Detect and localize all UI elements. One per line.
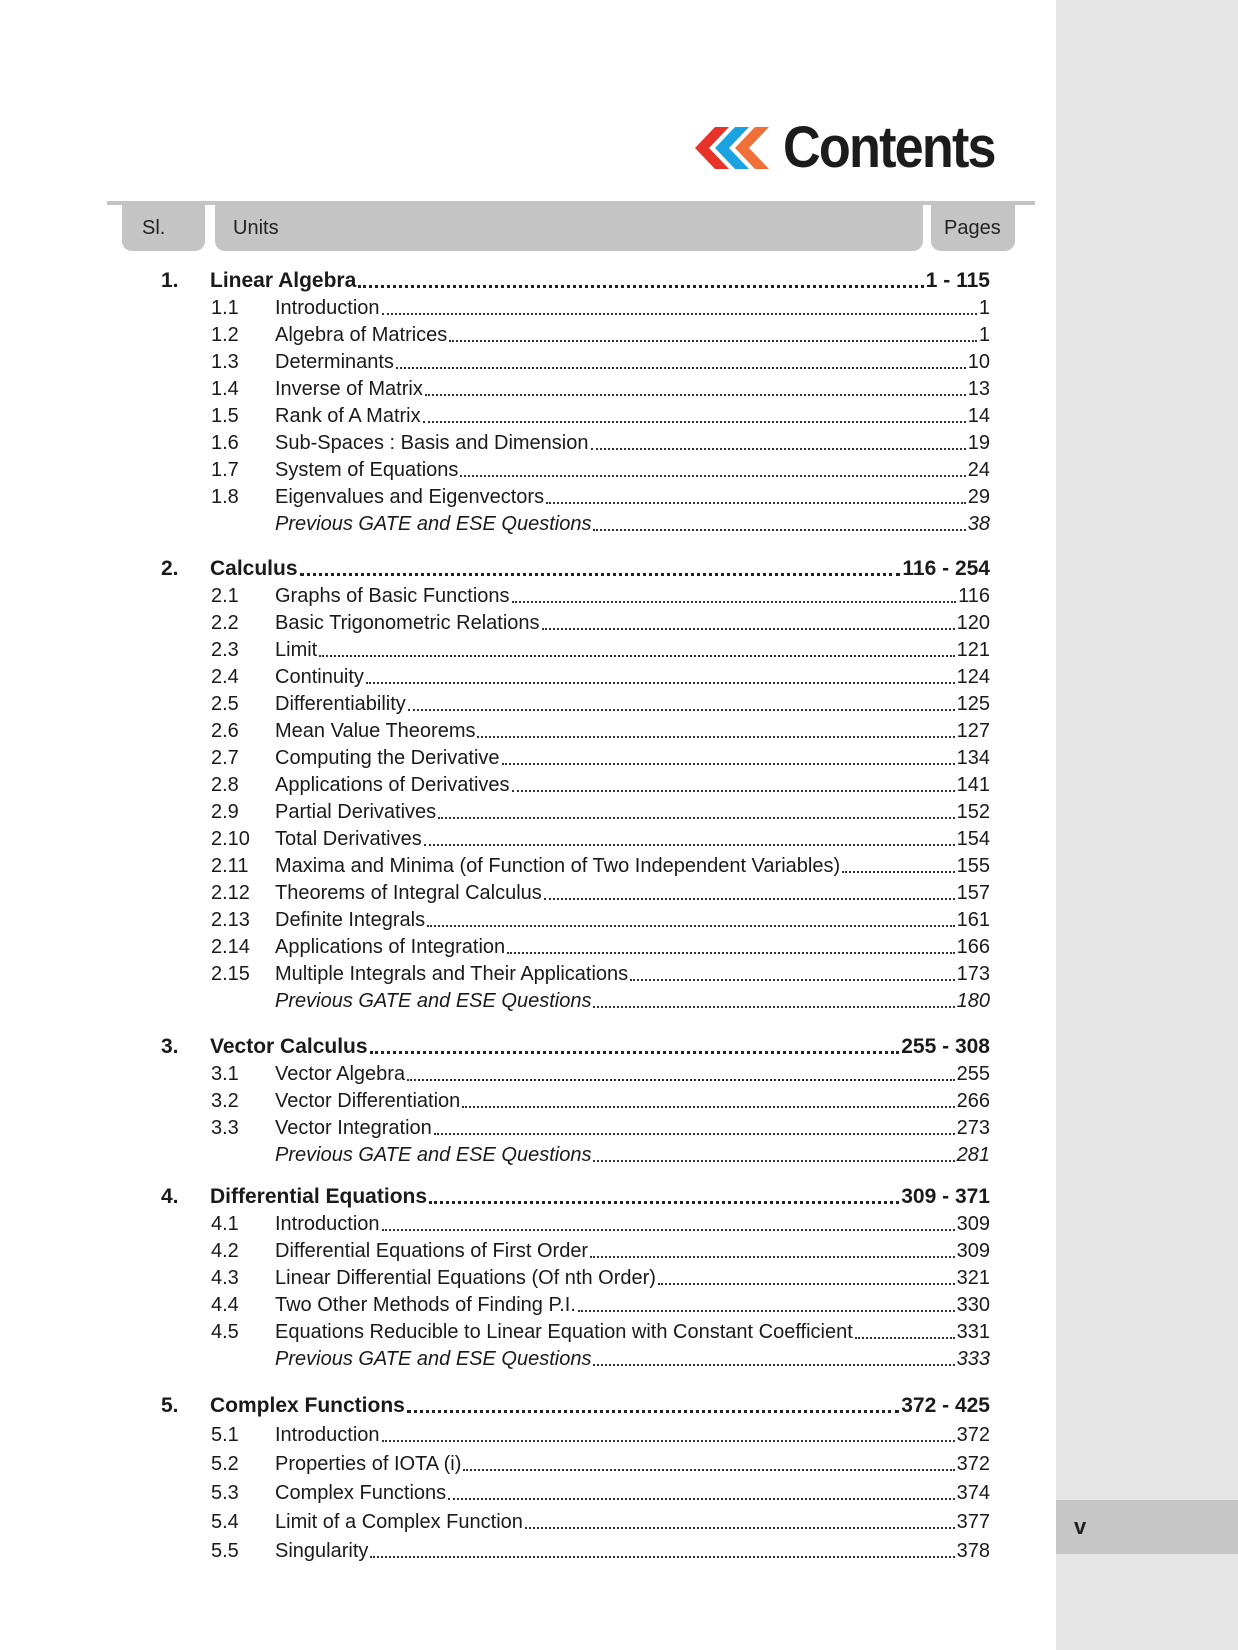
page-number: 155 — [956, 855, 990, 877]
page-number: 141 — [956, 774, 990, 796]
section-row — [0, 745, 1238, 772]
page-number: 24 — [967, 459, 990, 481]
page-number: 1 — [978, 324, 990, 346]
previous-questions-row — [0, 1142, 1238, 1169]
page-number: 121 — [956, 639, 990, 661]
entry-line — [275, 1319, 990, 1346]
section-title: Introduction — [275, 1213, 380, 1235]
section-title: Vector Integration — [275, 1117, 432, 1139]
entry-line — [210, 1033, 990, 1060]
section-title: Introduction — [275, 1424, 380, 1446]
section-row — [0, 853, 1238, 880]
entry-line — [275, 1509, 990, 1536]
page-number: 1 - 115 — [925, 269, 990, 292]
section-row — [0, 718, 1238, 745]
dot-leader — [855, 1337, 955, 1339]
chapter-title: Calculus — [210, 557, 298, 580]
triple-chevron-icon — [685, 125, 771, 171]
section-row — [0, 1292, 1238, 1319]
section-title: Vector Algebra — [275, 1063, 406, 1085]
entry-line — [210, 267, 990, 294]
entry-line — [275, 745, 990, 772]
section-row — [0, 880, 1238, 907]
entry-line — [275, 907, 990, 934]
dot-leader — [407, 1410, 899, 1413]
contents-header — [685, 115, 1018, 180]
section-number: 5.3 — [211, 1482, 239, 1504]
entry-line — [275, 1115, 990, 1142]
dot-leader — [370, 1556, 954, 1558]
dot-leader — [358, 285, 924, 288]
section-title: Differential Equations of First Order — [275, 1240, 589, 1262]
section-row — [0, 376, 1238, 403]
section-title: Applications of Integration — [275, 936, 506, 958]
section-row — [0, 1319, 1238, 1346]
dot-leader — [382, 313, 977, 315]
entry-line — [275, 718, 990, 745]
section-row — [0, 322, 1238, 349]
section-row — [0, 1088, 1238, 1115]
section-row — [0, 907, 1238, 934]
section-row — [0, 430, 1238, 457]
section-number: 5.5 — [211, 1540, 239, 1562]
dot-leader — [502, 763, 955, 765]
section-title: Applications of Derivatives — [275, 774, 510, 796]
section-number: 2.4 — [211, 666, 239, 688]
previous-questions-row — [0, 511, 1238, 538]
dot-leader — [658, 1283, 955, 1285]
section-title: Mean Value Theorems — [275, 720, 476, 742]
chapter-title: Differential Equations — [210, 1185, 428, 1208]
page-number: 127 — [956, 720, 990, 742]
entry-line — [210, 1392, 990, 1419]
chapter-row — [0, 1392, 1238, 1419]
dot-leader — [407, 1079, 955, 1081]
section-row — [0, 1509, 1238, 1536]
section-row — [0, 799, 1238, 826]
section-number: 5.1 — [211, 1424, 239, 1446]
entry-line — [275, 1538, 990, 1565]
dot-leader — [448, 1498, 954, 1500]
page-number: 19 — [967, 432, 990, 454]
page-title: Contents — [782, 115, 995, 180]
entry-line — [275, 403, 990, 430]
chapter-title: Linear Algebra — [210, 269, 357, 292]
section-row — [0, 1238, 1238, 1265]
section-row — [0, 1211, 1238, 1238]
chapter-row — [0, 555, 1238, 582]
entry-line — [275, 691, 990, 718]
section-number: 2.11 — [211, 855, 249, 877]
section-number: 1.8 — [211, 486, 239, 508]
page-number: 309 — [956, 1213, 990, 1235]
dot-leader — [396, 367, 966, 369]
section-row — [0, 484, 1238, 511]
section-number: 2.10 — [211, 828, 250, 850]
page-number: 116 - 254 — [902, 557, 990, 580]
dot-leader — [370, 1051, 900, 1054]
section-number: 3.1 — [211, 1063, 239, 1085]
dot-leader — [507, 952, 954, 954]
entry-line — [275, 961, 990, 988]
section-number: 1.3 — [211, 351, 239, 373]
dot-leader — [525, 1527, 955, 1529]
section-title: Theorems of Integral Calculus — [275, 882, 542, 904]
section-title: Determinants — [275, 351, 394, 373]
page-number: 255 - 308 — [901, 1035, 990, 1058]
previous-questions-row — [0, 988, 1238, 1015]
dot-leader — [423, 421, 966, 423]
entry-line — [210, 555, 990, 582]
section-title: Algebra of Matrices — [275, 324, 448, 346]
page-number: 255 — [956, 1063, 990, 1085]
page-number: 321 — [956, 1267, 990, 1289]
section-row — [0, 583, 1238, 610]
page-number: 173 — [956, 963, 990, 985]
section-number: 4.5 — [211, 1321, 239, 1343]
entry-line — [275, 457, 990, 484]
section-title: Total Derivatives — [275, 828, 422, 850]
section-row — [0, 403, 1238, 430]
section-title: Linear Differential Equations (Of nth Order) — [275, 1267, 656, 1289]
section-number: 2.12 — [211, 882, 250, 904]
chapter-number: 1. — [161, 269, 179, 292]
dot-leader — [578, 1310, 955, 1312]
section-title: Inverse of Matrix — [275, 378, 423, 400]
section-number: 2.3 — [211, 639, 239, 661]
entry-line — [275, 583, 990, 610]
entry-line — [275, 484, 990, 511]
page-number: 124 — [956, 666, 990, 688]
section-title: Definite Integrals — [275, 909, 426, 931]
section-number: 5.4 — [211, 1511, 239, 1533]
entry-line — [275, 1346, 990, 1373]
section-number: 2.14 — [211, 936, 250, 958]
dot-leader — [477, 736, 954, 738]
chapter-number: 3. — [161, 1035, 179, 1058]
section-number: 4.4 — [211, 1294, 239, 1316]
section-row — [0, 772, 1238, 799]
section-row — [0, 1422, 1238, 1449]
section-row — [0, 826, 1238, 853]
dot-leader — [593, 529, 965, 531]
chapter-number: 2. — [161, 557, 179, 580]
section-title: Basic Trigonometric Relations — [275, 612, 540, 634]
chapter-title: Vector Calculus — [210, 1035, 368, 1058]
dot-leader — [842, 871, 955, 873]
previous-questions-row — [0, 1346, 1238, 1373]
entry-line — [275, 934, 990, 961]
dot-leader — [512, 790, 955, 792]
page-number: 157 — [956, 882, 990, 904]
section-title: Equations Reducible to Linear Equation with Constant Coefficient — [275, 1321, 853, 1343]
entry-line — [275, 610, 990, 637]
dot-leader — [593, 1364, 954, 1366]
section-number: 1.6 — [211, 432, 239, 454]
chapter-row — [0, 1033, 1238, 1060]
section-title: Maxima and Minima (of Function of Two Independent Variables) — [275, 855, 841, 877]
section-title: Multiple Integrals and Their Applications — [275, 963, 629, 985]
section-title: Rank of A Matrix — [275, 405, 421, 427]
section-number: 1.4 — [211, 378, 239, 400]
entry-line — [275, 664, 990, 691]
section-title: Singularity — [275, 1540, 369, 1562]
section-row — [0, 610, 1238, 637]
page-number: 374 — [956, 1482, 990, 1504]
page-number: 125 — [956, 693, 990, 715]
dot-leader — [424, 844, 955, 846]
dot-leader — [630, 979, 954, 981]
section-row — [0, 664, 1238, 691]
entry-line — [275, 772, 990, 799]
entry-line — [275, 1422, 990, 1449]
dot-leader — [319, 655, 954, 657]
dot-leader — [460, 475, 965, 477]
dot-leader — [382, 1440, 955, 1442]
section-row — [0, 961, 1238, 988]
section-title: Vector Differentiation — [275, 1090, 461, 1112]
entry-line — [275, 1211, 990, 1238]
dot-leader — [590, 1256, 955, 1258]
section-number: 5.2 — [211, 1453, 239, 1475]
dot-leader — [366, 682, 955, 684]
dot-leader — [512, 601, 957, 603]
section-title: Previous GATE and ESE Questions — [275, 1348, 592, 1370]
dot-leader — [546, 502, 966, 504]
page-number: 13 — [967, 378, 990, 400]
page-number: 166 — [956, 936, 990, 958]
section-number: 2.5 — [211, 693, 239, 715]
section-number: 1.7 — [211, 459, 239, 481]
dot-leader — [591, 448, 966, 450]
dot-leader — [300, 573, 901, 576]
entry-line — [275, 349, 990, 376]
section-number: 2.7 — [211, 747, 239, 769]
section-title: Differentiability — [275, 693, 406, 715]
section-row — [0, 691, 1238, 718]
section-title: Limit — [275, 639, 318, 661]
page-number: 333 — [956, 1348, 990, 1370]
chapter-row — [0, 267, 1238, 294]
section-title: Previous GATE and ESE Questions — [275, 990, 592, 1012]
section-row — [0, 934, 1238, 961]
section-number: 2.8 — [211, 774, 239, 796]
entry-line — [275, 853, 990, 880]
dot-leader — [542, 628, 955, 630]
section-title: System of Equations — [275, 459, 459, 481]
column-header-units: Units — [215, 205, 923, 251]
dot-leader — [593, 1160, 954, 1162]
dot-leader — [463, 1469, 954, 1471]
page-number: 1 — [978, 297, 990, 319]
entry-line — [275, 430, 990, 457]
page-number: 330 — [956, 1294, 990, 1316]
section-number: 2.2 — [211, 612, 239, 634]
section-row — [0, 1480, 1238, 1507]
page-number: 120 — [956, 612, 990, 634]
section-title: Computing the Derivative — [275, 747, 500, 769]
section-number: 4.2 — [211, 1240, 239, 1262]
entry-line — [275, 1238, 990, 1265]
column-header-sl: Sl. — [122, 205, 205, 251]
chapter-number: 5. — [161, 1394, 179, 1417]
page-number: 372 — [956, 1453, 990, 1475]
page-number: 116 — [958, 585, 990, 607]
page-number: 29 — [967, 486, 990, 508]
section-title: Sub-Spaces : Basis and Dimension — [275, 432, 589, 454]
column-header-pages: Pages — [931, 205, 1015, 251]
section-row — [0, 1538, 1238, 1565]
entry-line — [275, 1061, 990, 1088]
page-number: 309 - 371 — [901, 1185, 990, 1208]
dot-leader — [427, 925, 955, 927]
section-title: Complex Functions — [275, 1482, 447, 1504]
page-number: 377 — [956, 1511, 990, 1533]
page-number: 281 — [956, 1144, 990, 1166]
dot-leader — [408, 709, 955, 711]
entry-line — [275, 511, 990, 538]
section-title: Previous GATE and ESE Questions — [275, 1144, 592, 1166]
entry-line — [275, 637, 990, 664]
entry-line — [275, 1265, 990, 1292]
section-row — [0, 637, 1238, 664]
entry-line — [275, 1142, 990, 1169]
entry-line — [275, 880, 990, 907]
dot-leader — [544, 898, 955, 900]
entry-line — [210, 1183, 990, 1210]
entry-line — [275, 1088, 990, 1115]
dot-leader — [425, 394, 966, 396]
section-row — [0, 1061, 1238, 1088]
dot-leader — [449, 340, 977, 342]
page-number: 134 — [956, 747, 990, 769]
page-number: 154 — [956, 828, 990, 850]
page-number: 10 — [967, 351, 990, 373]
section-number: 3.2 — [211, 1090, 239, 1112]
section-number: 2.9 — [211, 801, 239, 823]
page-number: 152 — [956, 801, 990, 823]
entry-line — [275, 322, 990, 349]
section-row — [0, 457, 1238, 484]
section-row — [0, 1265, 1238, 1292]
section-row — [0, 295, 1238, 322]
page-number: 372 - 425 — [901, 1394, 990, 1417]
page-number: 273 — [956, 1117, 990, 1139]
section-title: Introduction — [275, 297, 380, 319]
section-number: 1.1 — [211, 297, 239, 319]
dot-leader — [382, 1229, 955, 1231]
section-number: 2.6 — [211, 720, 239, 742]
section-number: 1.2 — [211, 324, 239, 346]
entry-line — [275, 988, 990, 1015]
dot-leader — [462, 1106, 954, 1108]
chapter-row — [0, 1183, 1238, 1210]
section-number: 2.1 — [211, 585, 239, 607]
page-number: 14 — [967, 405, 990, 427]
page-number: 38 — [967, 513, 990, 535]
dot-leader — [429, 1201, 899, 1204]
page-number: 266 — [956, 1090, 990, 1112]
dot-leader — [438, 817, 954, 819]
entry-line — [275, 1292, 990, 1319]
section-number: 2.13 — [211, 909, 250, 931]
section-title: Properties of IOTA (i) — [275, 1453, 462, 1475]
page-number: 161 — [956, 909, 990, 931]
entry-line — [275, 826, 990, 853]
section-number: 4.3 — [211, 1267, 239, 1289]
section-number: 3.3 — [211, 1117, 239, 1139]
chapter-title: Complex Functions — [210, 1394, 405, 1417]
page-number: 331 — [956, 1321, 990, 1343]
section-title: Two Other Methods of Finding P.I. — [275, 1294, 576, 1316]
chapter-number: 4. — [161, 1185, 179, 1208]
dot-leader — [593, 1006, 954, 1008]
section-row — [0, 1451, 1238, 1478]
section-number: 1.5 — [211, 405, 239, 427]
entry-line — [275, 1480, 990, 1507]
dot-leader — [434, 1133, 955, 1135]
entry-line — [275, 799, 990, 826]
entry-line — [275, 376, 990, 403]
section-row — [0, 1115, 1238, 1142]
page-number: 378 — [956, 1540, 990, 1562]
section-title: Graphs of Basic Functions — [275, 585, 510, 607]
section-title: Partial Derivatives — [275, 801, 437, 823]
page-number: v — [1074, 1514, 1087, 1539]
entry-line — [275, 295, 990, 322]
section-title: Continuity — [275, 666, 364, 688]
section-row — [0, 349, 1238, 376]
section-title: Eigenvalues and Eigenvectors — [275, 486, 545, 508]
page-number: 180 — [956, 990, 990, 1012]
entry-line — [275, 1451, 990, 1478]
section-number: 4.1 — [211, 1213, 239, 1235]
page-number: 309 — [956, 1240, 990, 1262]
page-number: 372 — [956, 1424, 990, 1446]
section-title: Previous GATE and ESE Questions — [275, 513, 592, 535]
section-title: Limit of a Complex Function — [275, 1511, 523, 1533]
section-number: 2.15 — [211, 963, 250, 985]
